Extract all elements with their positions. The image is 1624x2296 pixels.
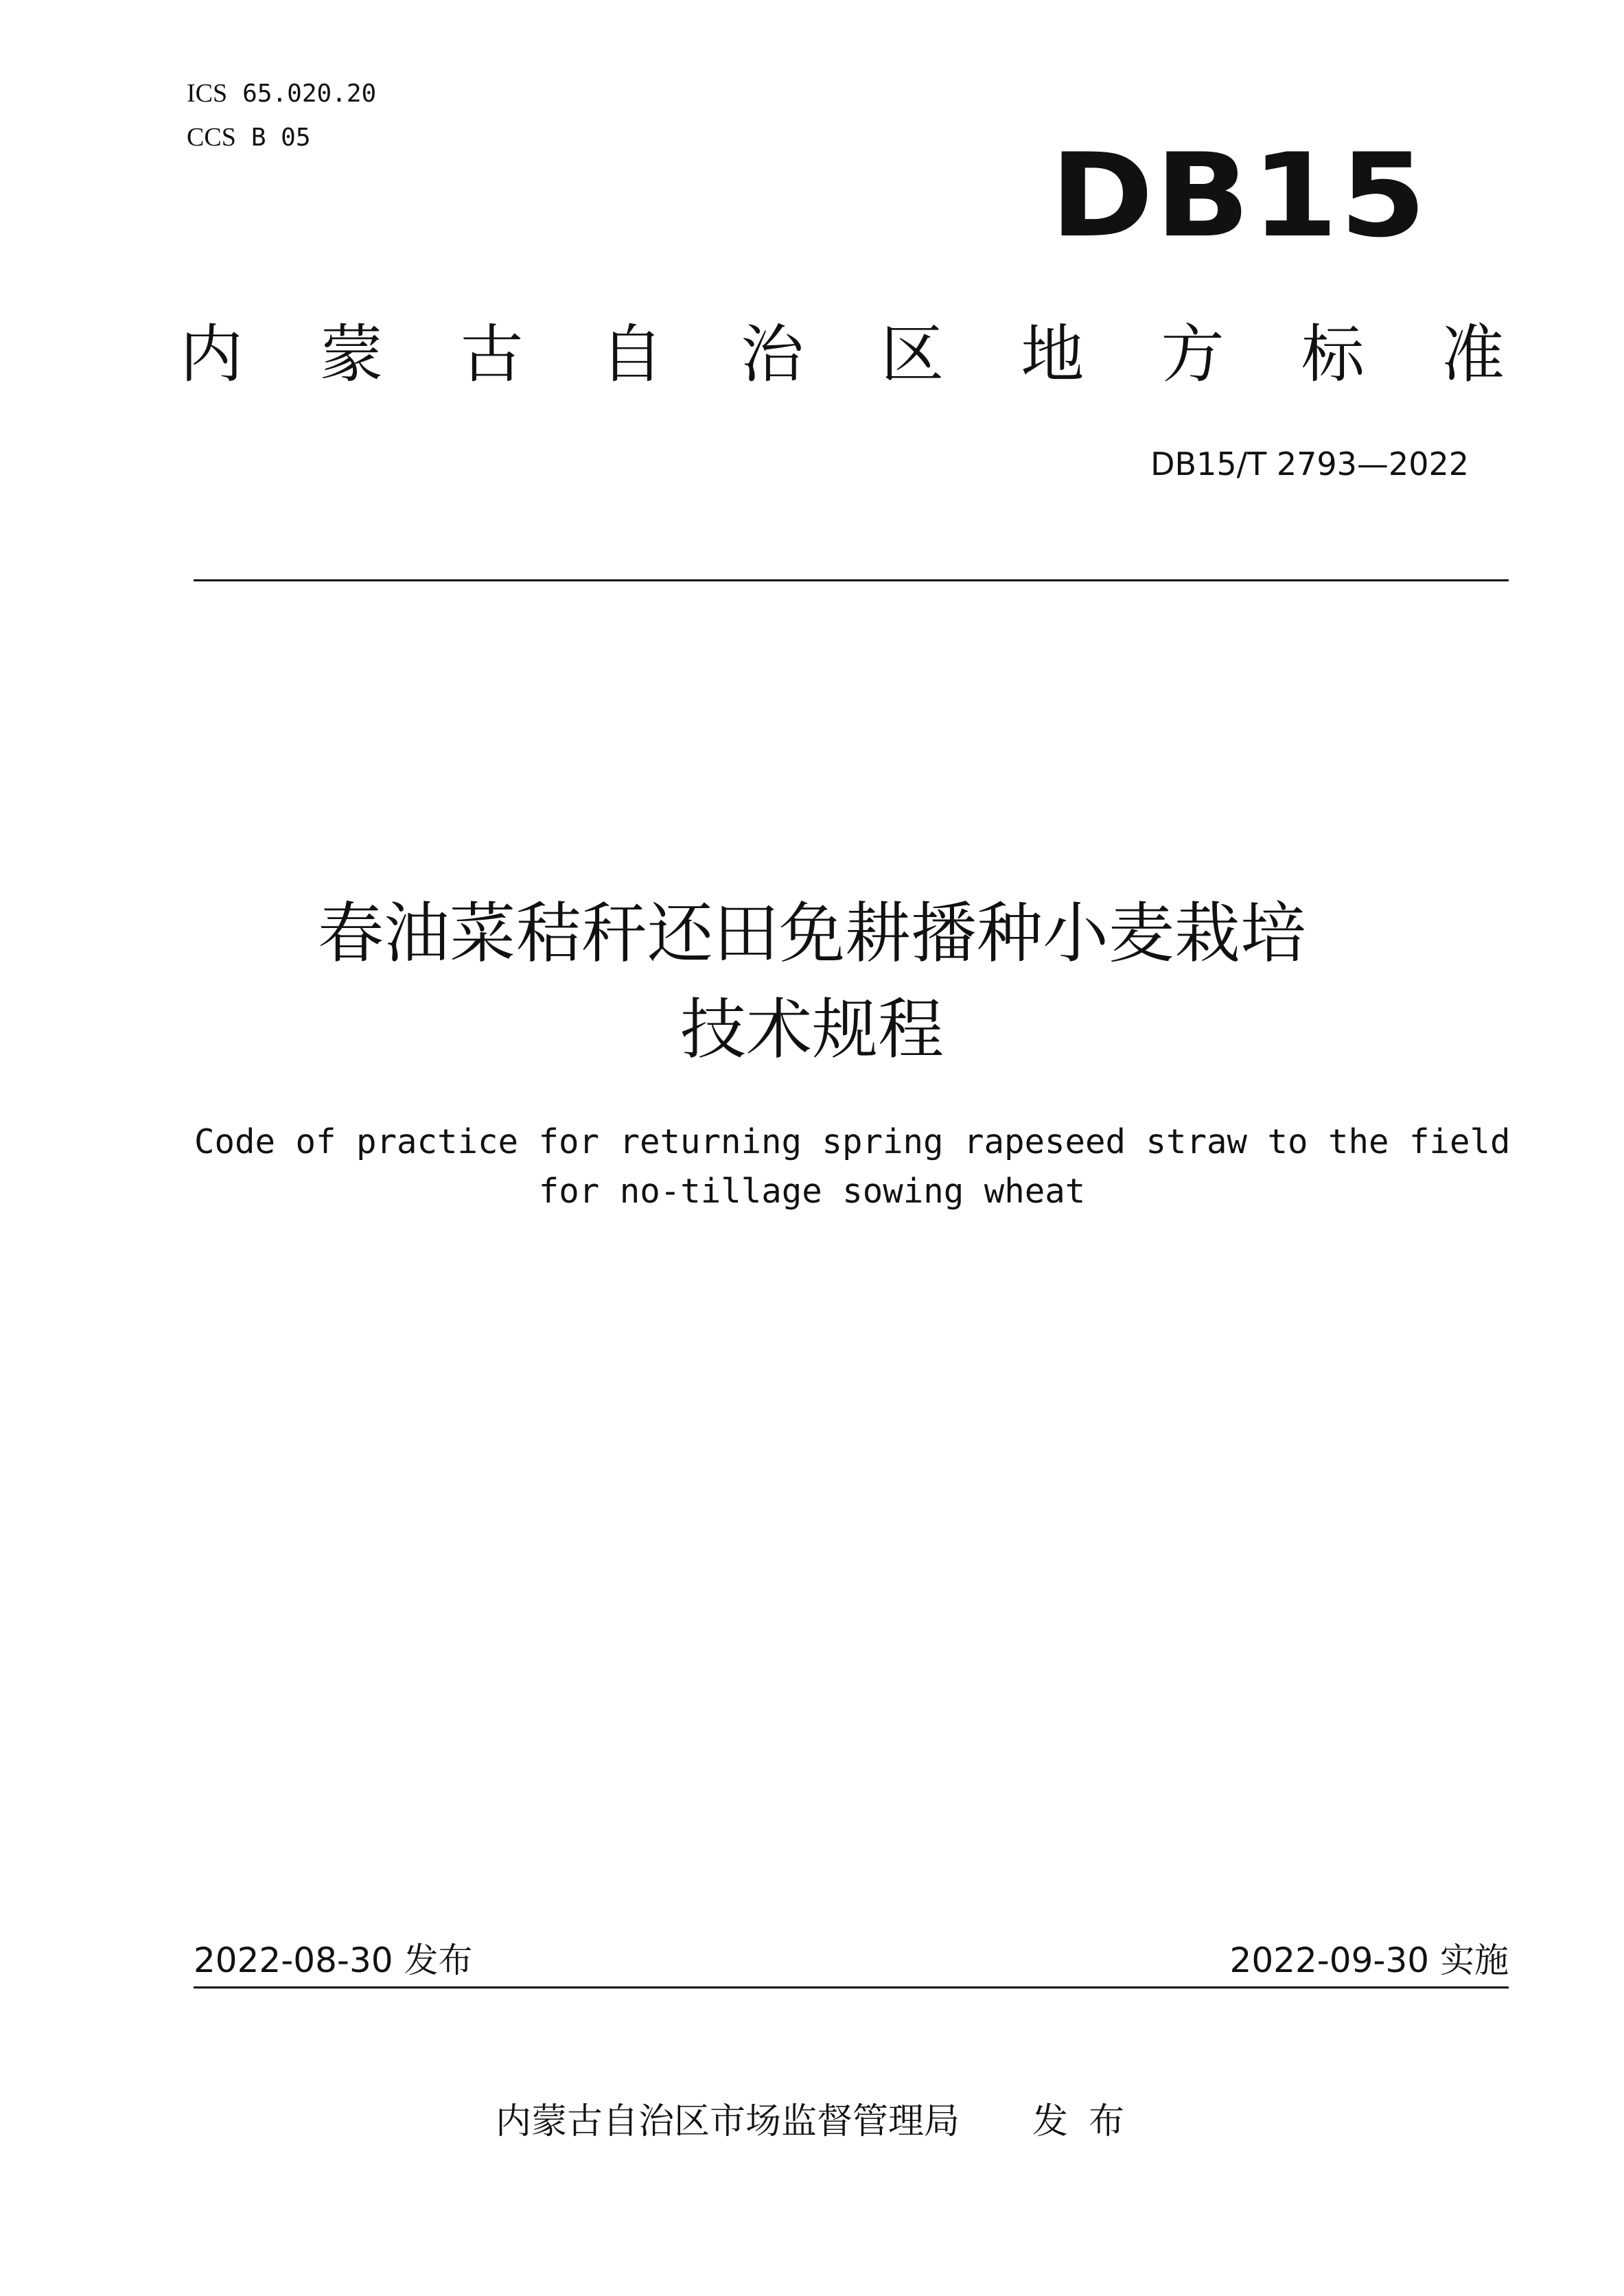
standard-code: DB15/T 2793—2022 xyxy=(1150,445,1469,483)
title-char: 准 xyxy=(1441,318,1505,391)
title-char: 古 xyxy=(460,318,524,391)
ccs-code: B 05 xyxy=(251,124,311,152)
title-char: 地 xyxy=(1021,318,1084,391)
title-char: 治 xyxy=(740,318,804,391)
title-char: 方 xyxy=(1161,318,1225,391)
english-title xyxy=(194,1117,1511,1216)
issue-date: 2022-08-30 发布 xyxy=(194,1940,473,1980)
ics-classification xyxy=(187,78,376,109)
publisher-line xyxy=(496,2099,1145,2144)
standard-type-title xyxy=(180,317,1505,393)
title-char: 区 xyxy=(881,318,944,391)
title-char: 标 xyxy=(1301,318,1365,391)
english-title-line-2: for no-tillage sowing wheat xyxy=(538,1172,1086,1211)
ccs-label: CCS xyxy=(187,123,236,152)
title-char: 自 xyxy=(600,318,664,391)
chinese-title xyxy=(194,885,1430,1078)
chinese-title-line-1: 春油菜秸秆还田免耕播种小麦栽培 xyxy=(318,895,1306,972)
chinese-title-line-2: 技术规程 xyxy=(680,991,944,1068)
english-title-line-1: Code of practice for returning spring rapeseed straw to the field xyxy=(194,1122,1511,1161)
ics-label: ICS xyxy=(187,79,228,108)
publisher-action: 发布 xyxy=(1032,2101,1146,2142)
ics-code: 65.020.20 xyxy=(242,80,377,108)
bottom-divider xyxy=(194,1986,1509,1988)
db15-logo: DB15 xyxy=(1050,128,1428,263)
ccs-classification xyxy=(187,122,311,153)
title-char: 内 xyxy=(180,318,244,391)
top-divider xyxy=(194,579,1509,581)
publisher-name: 内蒙古自治区市场监督管理局 xyxy=(496,2101,960,2142)
implementation-date: 2022-09-30 实施 xyxy=(1229,1940,1509,1980)
title-char: 蒙 xyxy=(320,318,384,391)
